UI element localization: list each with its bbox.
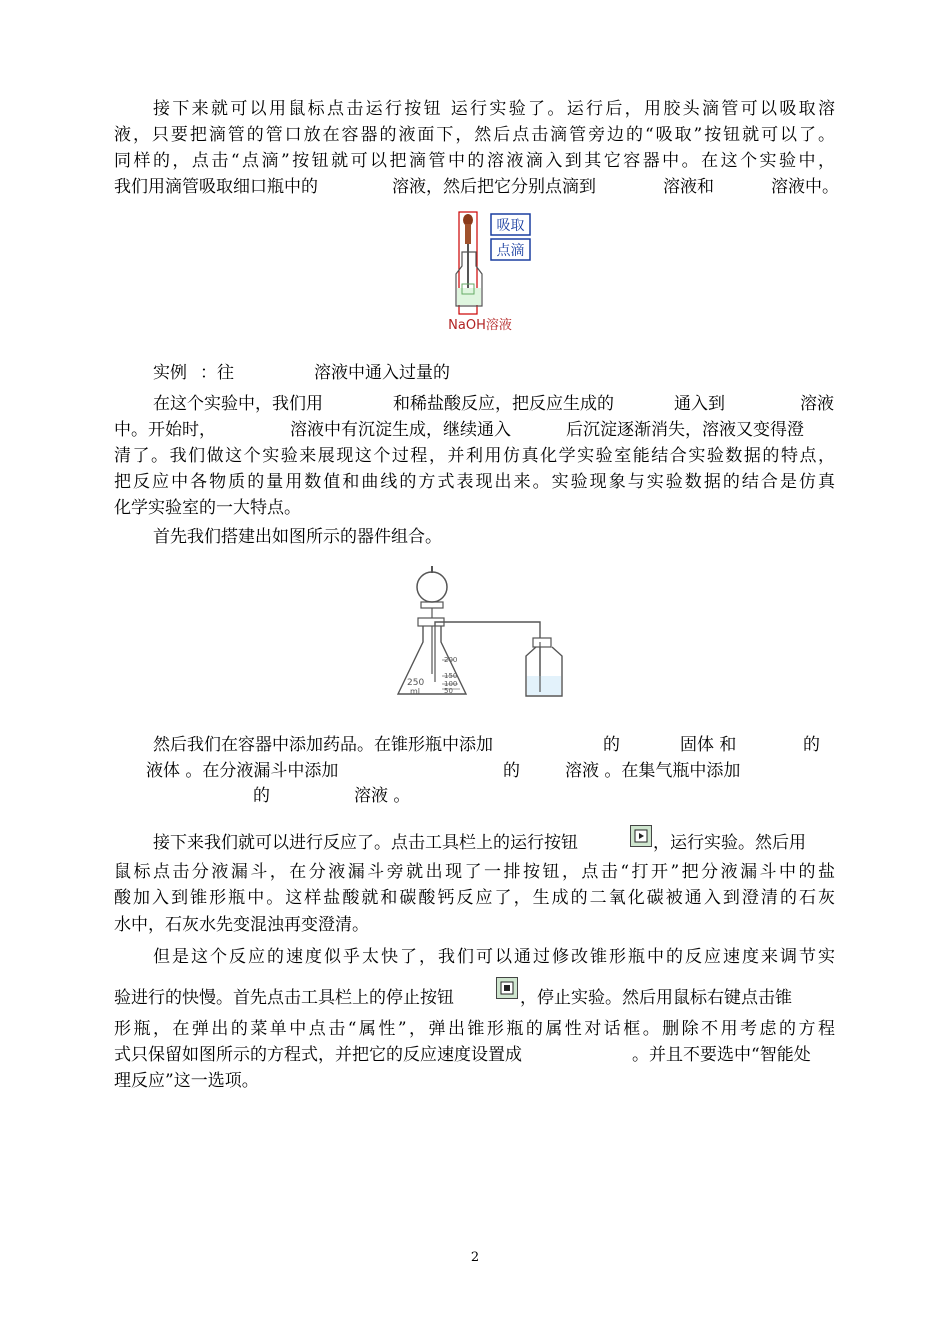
- para5-line3: 酸加入到锥形瓶中。这样盐酸就和碳酸钙反应了，生成的二氧化碳被通入到澄清的石灰: [114, 888, 835, 908]
- apparatus-figure: [390, 562, 570, 702]
- flask-volume-label: 250: [407, 678, 425, 688]
- para6-line2-b: ，停止实验。然后用鼠标右键点击锥: [520, 988, 792, 1008]
- para2-line3: 清了。我们做这个实验来展现这个过程，并利用仿真化学实验室能结合实验数据的特点，: [114, 446, 835, 466]
- para4-line1-a: 然后我们在容器中添加药品。在锥形瓶中添加: [153, 735, 493, 755]
- para3-line: 首先我们搭建出如图所示的器件组合。: [153, 527, 442, 547]
- para4-line1-d: 的: [803, 735, 820, 755]
- para1-line4-a: 我们用滴管吸取细口瓶中的: [114, 177, 318, 197]
- para6-line5: 理反应”这一选项。: [114, 1071, 259, 1091]
- page-number: 2: [470, 1250, 480, 1265]
- para5-line1-b: ，运行实验。然后用: [653, 833, 806, 853]
- para5-line1-a: 接下来我们就可以进行反应了。点击工具栏上的运行按钮: [153, 833, 578, 853]
- para2-line1-b: 和稀盐酸反应，把反应生成的: [393, 394, 614, 414]
- run-button-icon[interactable]: [630, 825, 652, 847]
- para2-line4: 把反应中各物质的量用数值和曲线的方式表现出来。实验现象与实验数据的结合是仿真: [114, 472, 835, 492]
- para4-line1-b: 的: [603, 735, 620, 755]
- para6-line4-a: 式只保留如图所示的方程式，并把它的反应速度设置成: [114, 1045, 522, 1065]
- para4-line1-c: 固体 和: [680, 735, 737, 755]
- para2-line1-a: 在这个实验中，我们用: [153, 394, 323, 414]
- para2-line1-d: 溶液: [800, 394, 834, 414]
- flask-tick-150: 150: [444, 672, 458, 680]
- example-text-b: 溶液中通入过量的: [314, 363, 450, 383]
- para6-line4-b: 。并且不要选中“智能处: [632, 1045, 811, 1065]
- reagent-liquid: [457, 288, 481, 305]
- gas-bottle-icon[interactable]: [526, 638, 562, 696]
- para2-line1-c: 通入到: [674, 394, 725, 414]
- para1-line1: 接下来就可以用鼠标点击运行按钮 运行实验了。运行后，用胶头滴管可以吸取溶: [153, 99, 835, 119]
- dropper-cap: [465, 224, 471, 244]
- para5-line4: 水中，石灰水先变混浊再变澄清。: [114, 915, 369, 935]
- drop-button[interactable]: [491, 239, 530, 260]
- para1-line2: 液，只要把滴管的管口放在容器的液面下，然后点击滴管旁边的“吸取”按钮就可以了。: [114, 125, 835, 145]
- para1-line3: 同样的，点击“点滴”按钮就可以把滴管中的溶液滴入到其它容器中。在这个实验中，: [114, 151, 835, 171]
- flask-tick-200: 200: [444, 656, 458, 664]
- para4-line2-b: 的: [503, 761, 520, 781]
- flask-unit-label: ml: [410, 687, 421, 696]
- para2-line2-c: 后沉淀逐渐消失，溶液又变得澄: [566, 420, 804, 440]
- para2-line2-a: 中。开始时，: [114, 420, 216, 440]
- para5-line2: 鼠标点击分液漏斗，在分液漏斗旁就出现了一排按钮，点击“打开”把分液漏斗中的盐: [114, 862, 835, 882]
- absorb-button-label: 吸取: [496, 218, 525, 234]
- para2-line5: 化学实验室的一大特点。: [114, 498, 301, 518]
- para6-line3: 形瓶，在弹出的菜单中点击“属性”，弹出锥形瓶的属性对话框。删除不用考虑的方程: [114, 1019, 835, 1039]
- para6-line2-a: 验进行的快慢。首先点击工具栏上的停止按钮: [114, 988, 454, 1008]
- para4-line2-a: 液体 。在分液漏斗中添加: [146, 761, 339, 781]
- para4-line3-b: 溶液 。: [354, 786, 411, 806]
- flask-tick-50: 50: [444, 687, 453, 695]
- example-label: 实例: [153, 363, 187, 383]
- flask-tick-100: 100: [444, 680, 458, 688]
- stop-button-icon[interactable]: [496, 977, 518, 999]
- dropper-figure: [440, 208, 540, 338]
- para4-line3-a: 的: [253, 786, 270, 806]
- para6-line1: 但是这个反应的速度似乎太快了，我们可以通过修改锥形瓶中的反应速度来调节实: [153, 947, 835, 967]
- dropper-figure-caption: NaOH溶液: [448, 318, 512, 333]
- para1-line4-d: 溶液中。: [771, 177, 839, 197]
- para2-line2-b: 溶液中有沉淀生成，继续通入: [290, 420, 511, 440]
- para1-line4-b: 溶液，然后把它分别点滴到: [392, 177, 596, 197]
- drop-button-label: 点滴: [496, 243, 525, 259]
- example-text-a: ：往: [200, 363, 234, 383]
- absorb-button[interactable]: [491, 214, 530, 235]
- para1-line4-c: 溶液和: [663, 177, 714, 197]
- para4-line2-c: 溶液 。在集气瓶中添加: [565, 761, 741, 781]
